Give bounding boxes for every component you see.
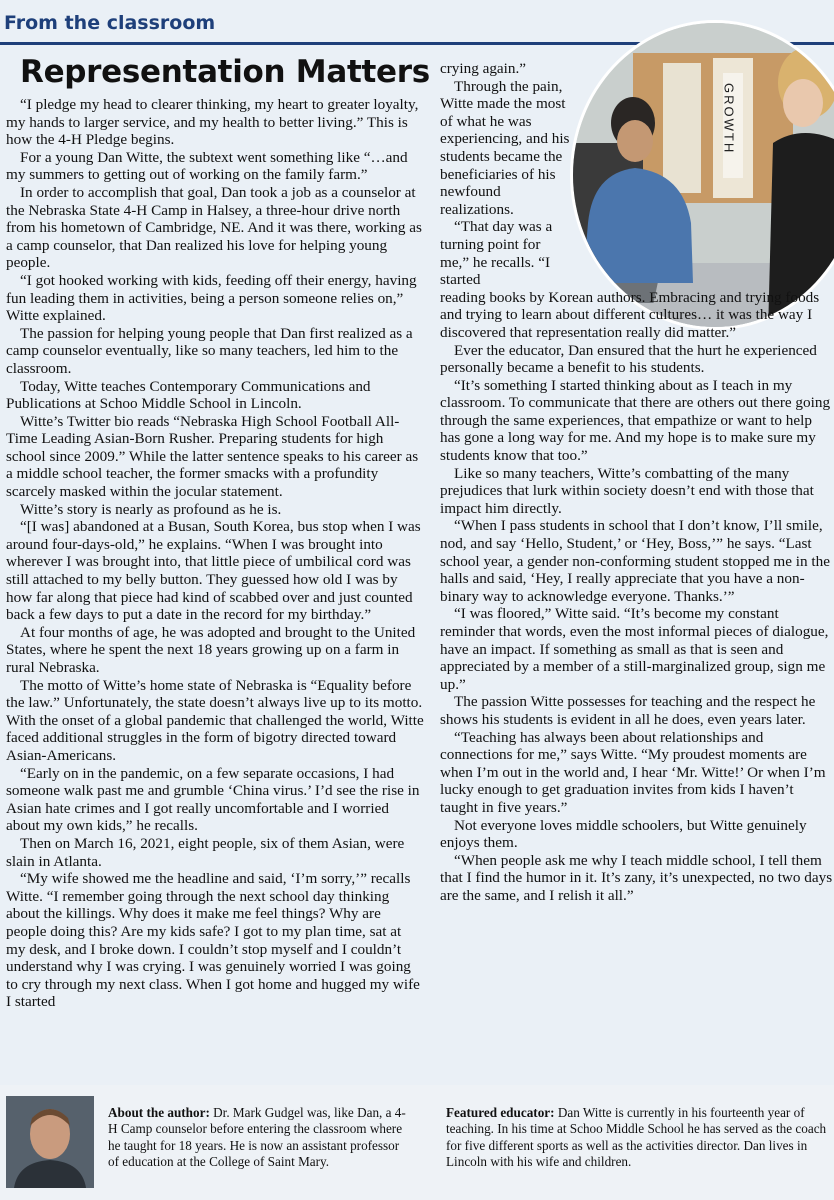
paragraph: Ever the educator, Dan ensured that the hurt he experienced personally became a benefit to his students. — [440, 341, 817, 377]
paragraph: Through the pain, Witte made the most of what he was experiencing, and his students became the beneficiaries of his newfound realizations. — [440, 77, 570, 218]
about-author-text: Dr. Mark Gudgel was, like Dan, a 4-H Camp counselor before entering the classroom where he taught for 18 years. He is now an assistant professor of education at the College of Saint Mary. — [108, 1105, 406, 1169]
paragraph: Witte’s Twitter bio reads “Nebraska High School Football All-Time Leading Asian-Born Rusher. Preparing students for high school since 2009.” While the latter sentence speaks to his career as a middle school teacher, the former smacks with a profundity scarcely masked within the jocular statement. — [6, 412, 419, 501]
paragraph: The passion for helping young people that Dan first realized as a camp counselor eventually, like so many teachers, led him to the classroom. — [6, 324, 413, 377]
paragraph: Like so many teachers, Witte’s combatting of the many prejudices that lurk within society doesn’t end with those that impact him directly. — [440, 464, 814, 517]
section-label: From the classroom — [4, 12, 216, 34]
paragraph: In order to accomplish that goal, Dan took a job as a counselor at the Nebraska State 4-H Camp in Halsey, a three-hour drive north from his hometown of Cambridge, NE. And it was there, working as a camp counselor, that Dan realized his love for helping young people. — [6, 183, 422, 272]
paragraph: Today, Witte teaches Contemporary Communications and Publications at Schoo Middle School in Lincoln. — [6, 377, 371, 413]
article-column-left — [6, 96, 424, 1011]
paragraph: reading books by Korean authors. Embracing and trying foods and trying to learn about different cultures… it was the way I discovered that representation really did matter.” — [440, 288, 820, 341]
paragraph: For a young Dan Witte, the subtext went something like “…and my summers to getting out of working on the family farm.” — [6, 148, 408, 184]
featured-educator-text: Dan Witte is currently in his fourteenth year of teaching. In his time at Schoo Middle School he has served as the coach for five different sports as well as the activities director. Dan lives in Lincoln with his wife and children. — [446, 1105, 827, 1169]
paragraph: “It’s something I started thinking about as I teach in my classroom. To communicate that there are others out there going through the same experiences, that empathize or want to help has gone a long way for me. And my hope is to make sure my students know that too.” — [440, 376, 831, 465]
article-headline: Representation Matters — [20, 54, 430, 90]
paragraph: Witte’s story is nearly as profound as he is. — [20, 500, 282, 518]
paragraph: “Teaching has always been about relationships and connections for me,” says Witte. “My proudest moments are when I’m out in the world and, I hear ‘Mr. Witte!’ Or when I’m lucky enough to get graduation invites from kids I haven’t taught in five years.” — [440, 728, 826, 816]
paragraph: crying again.” — [440, 60, 527, 77]
paragraph: “When I pass students in school that I don’t know, I’ll smile, nod, and say ‘Hello, Student,’ or ‘Hey, Boss,’” he says. “Last school year, a gender non-conforming student stopped me in the halls and said, ‘Hey, I really appreciate that you have a non-binary way to acknowledge everyone. Thanks.’” — [440, 517, 830, 605]
paragraph: At four months of age, he was adopted and brought to the United States, where he spent the next 18 years growing up on a farm in rural Nebraska. — [6, 623, 416, 676]
article-column-right — [440, 60, 834, 905]
paragraph: The motto of Witte’s home state of Nebraska is “Equality before the law.” Unfortunately, the state doesn’t always live up to its motto. With the onset of a global pandemic that challenged the world, Witte faced additional struggles in the form of bigotry directed toward Asian-Americans. — [6, 676, 424, 764]
paragraph: Then on March 16, 2021, eight people, six of them Asian, were slain in Atlanta. — [6, 834, 405, 870]
about-author-note — [108, 1105, 413, 1170]
paragraph: “That day was a turning point for me,” he recalls. “I started — [440, 218, 553, 289]
paragraph: “I was floored,” Witte said. “It’s become my constant reminder that words, even the most informal pieces of dialogue, have an impact. If something as small as that is seen and appreciated by a member of a still-marginalized group, sign me up.” — [440, 605, 829, 693]
featured-educator-note — [446, 1105, 832, 1170]
featured-educator-label: Featured educator: — [446, 1105, 555, 1120]
paragraph: Not everyone loves middle schoolers, but Witte genuinely enjoys them. — [440, 816, 807, 852]
paragraph: The passion Witte possesses for teaching and the respect he shows his students is evident in all he does, even years later. — [440, 693, 816, 728]
board-label: GROWTH — [721, 83, 737, 155]
paragraph: “When people ask me why I teach middle school, I tell them that I find the humor in it. It’s zany, it’s unexpected, no two days are the same, and I relish it all.” — [440, 851, 833, 904]
author-photo — [6, 1096, 94, 1188]
paragraph: “I got hooked working with kids, feeding off their energy, having fun leading them in activities, being a person someone relies on,” Witte explained. — [6, 271, 417, 325]
paragraph: “Early on in the pandemic, on a few separate occasions, I had someone walk past me and grumble ‘China virus.’ I’d see the rise in Asian hate crimes and I got really uncomfortable and I worried about my own kids,” he recalls. — [6, 764, 420, 835]
paragraph: “[I was] abandoned at a Busan, South Korea, bus stop when I was around four-days-old,” he explains. “When I was brought into wherever I was brought into, that little piece of umbilical cord was still attached to my belly button. They guessed how old I was by how far along that piece had kind of scabbed over and just counted back a few days to put a date in the record for my birthday.” — [6, 518, 421, 624]
paragraph: “I pledge my head to clearer thinking, my heart to greater loyalty, my hands to larger service, and my health to better living.” This is how the 4-H Pledge begins. — [6, 96, 419, 149]
about-author-label: About the author: — [108, 1105, 210, 1120]
paragraph: “My wife showed me the headline and said, ‘I’m sorry,’” recalls Witte. “I remember going through the next school day thinking about the killings. Why does it make me feel things? Why are people doing this? Are my kids safe? I got to my plan time, sat at my desk, and I broke down. I couldn’t stop myself and I couldn’t understand why I was crying. I was genuinely worried I was going to cry through my next class. When I got home and hugged my wife I started — [6, 870, 420, 1011]
